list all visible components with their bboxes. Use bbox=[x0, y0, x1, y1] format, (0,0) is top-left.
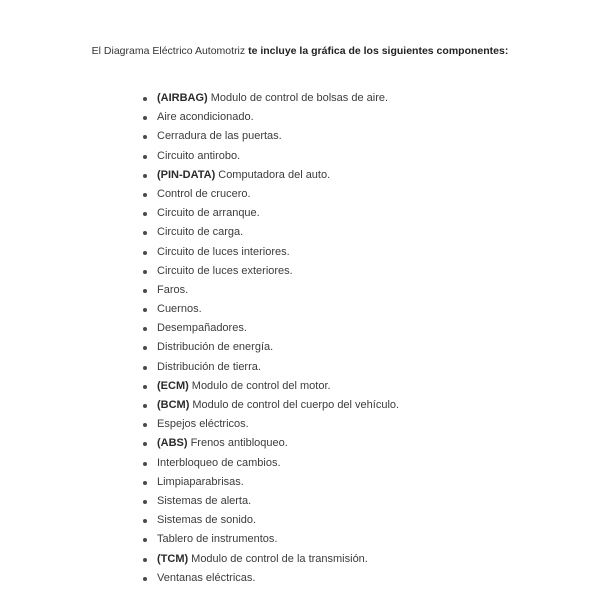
list-item bbox=[140, 454, 399, 473]
bullet-icon bbox=[143, 462, 147, 466]
list-item bbox=[140, 300, 399, 319]
component-text: Desempañadores. bbox=[157, 322, 247, 335]
component-text: Modulo de control del motor. bbox=[191, 379, 331, 392]
component-text: Sistemas de sonido. bbox=[157, 514, 257, 527]
component-text: Computadora del auto. bbox=[218, 168, 331, 181]
list-item bbox=[140, 338, 399, 357]
component-text: Circuito antirobo. bbox=[157, 149, 241, 162]
component-code: (AIRBAG) bbox=[157, 92, 208, 104]
list-item bbox=[140, 223, 399, 242]
component-text: Modulo de control de bolsas de aire. bbox=[210, 92, 389, 104]
bullet-icon bbox=[143, 212, 147, 216]
list-item bbox=[140, 108, 399, 127]
component-text: Circuito de carga. bbox=[157, 226, 244, 239]
bullet-icon bbox=[143, 251, 147, 255]
bullet-icon bbox=[143, 423, 147, 427]
bullet-icon bbox=[143, 135, 147, 139]
component-text: Interbloqueo de cambios. bbox=[157, 456, 281, 469]
bullet-icon bbox=[143, 481, 147, 485]
component-text: Modulo de control del cuerpo del vehículo. bbox=[192, 399, 400, 411]
list-item bbox=[140, 262, 399, 281]
list-item bbox=[140, 358, 399, 377]
component-text: Cerradura de las puertas. bbox=[157, 130, 282, 143]
component-text: Distribución de energía. bbox=[157, 341, 274, 354]
bullet-icon bbox=[143, 270, 147, 274]
list-item bbox=[140, 434, 399, 453]
bullet-icon bbox=[143, 308, 147, 312]
component-code: (TCM) bbox=[157, 552, 189, 565]
component-code: (ECM) bbox=[157, 379, 189, 392]
bullet-icon bbox=[143, 366, 147, 370]
component-text: Tablero de instrumentos. bbox=[157, 533, 278, 546]
list-item bbox=[140, 511, 399, 530]
bullet-icon bbox=[143, 404, 147, 408]
bullet-icon bbox=[143, 193, 147, 197]
component-text: Circuito de arranque. bbox=[157, 207, 260, 220]
component-code: (BCM) bbox=[157, 399, 190, 411]
bullet-icon bbox=[143, 519, 147, 523]
list-item bbox=[140, 415, 399, 434]
component-text: Circuito de luces interiores. bbox=[157, 245, 290, 258]
bullet-icon bbox=[143, 558, 147, 562]
component-text: Aire acondicionado. bbox=[157, 111, 254, 124]
bullet-icon bbox=[143, 289, 147, 293]
list-item bbox=[140, 185, 399, 204]
component-text: Ventanas eléctricas. bbox=[157, 571, 256, 584]
list-item bbox=[140, 147, 399, 166]
list-item bbox=[140, 530, 399, 549]
list-item bbox=[140, 569, 399, 588]
bullet-icon bbox=[143, 346, 147, 350]
bullet-icon bbox=[143, 442, 147, 446]
intro-normal-text: El Diagrama Eléctrico Automotriz bbox=[91, 45, 246, 57]
bullet-icon bbox=[143, 231, 147, 235]
bullet-icon bbox=[143, 174, 147, 178]
bullet-icon bbox=[143, 385, 147, 389]
component-code: (PIN-DATA) bbox=[157, 168, 216, 181]
component-text: Faros. bbox=[157, 283, 189, 296]
list-item bbox=[140, 492, 399, 511]
list-item bbox=[140, 127, 399, 146]
bullet-icon bbox=[143, 116, 147, 120]
component-text: Control de crucero. bbox=[157, 187, 251, 200]
component-text: Sistemas de alerta. bbox=[157, 494, 252, 507]
component-text: Distribución de tierra. bbox=[157, 360, 261, 373]
component-text: Circuito de luces exteriores. bbox=[157, 264, 293, 277]
intro-bold-text: te incluye la gráfica de los siguientes componentes: bbox=[248, 45, 509, 57]
intro-paragraph bbox=[90, 44, 510, 59]
bullet-icon bbox=[143, 500, 147, 504]
list-item bbox=[140, 319, 399, 338]
component-code: (ABS) bbox=[157, 437, 188, 450]
list-item bbox=[140, 166, 399, 185]
list-item bbox=[140, 204, 399, 223]
component-text: Limpiaparabrisas. bbox=[157, 475, 244, 488]
bullet-icon bbox=[143, 155, 147, 159]
bullet-icon bbox=[143, 538, 147, 542]
list-item bbox=[140, 473, 399, 492]
list-item bbox=[140, 377, 399, 396]
list-item bbox=[140, 396, 399, 415]
component-text: Modulo de control de la transmisión. bbox=[191, 552, 368, 565]
list-item bbox=[140, 281, 399, 300]
list-item bbox=[140, 243, 399, 262]
list-item bbox=[140, 550, 399, 569]
component-text: Frenos antibloqueo. bbox=[190, 437, 288, 450]
list-item bbox=[140, 89, 399, 108]
bullet-icon bbox=[143, 577, 147, 581]
bullet-icon bbox=[143, 97, 147, 101]
component-list bbox=[140, 89, 399, 588]
bullet-icon bbox=[143, 327, 147, 331]
component-text: Cuernos. bbox=[157, 303, 202, 316]
component-text: Espejos eléctricos. bbox=[157, 418, 249, 431]
